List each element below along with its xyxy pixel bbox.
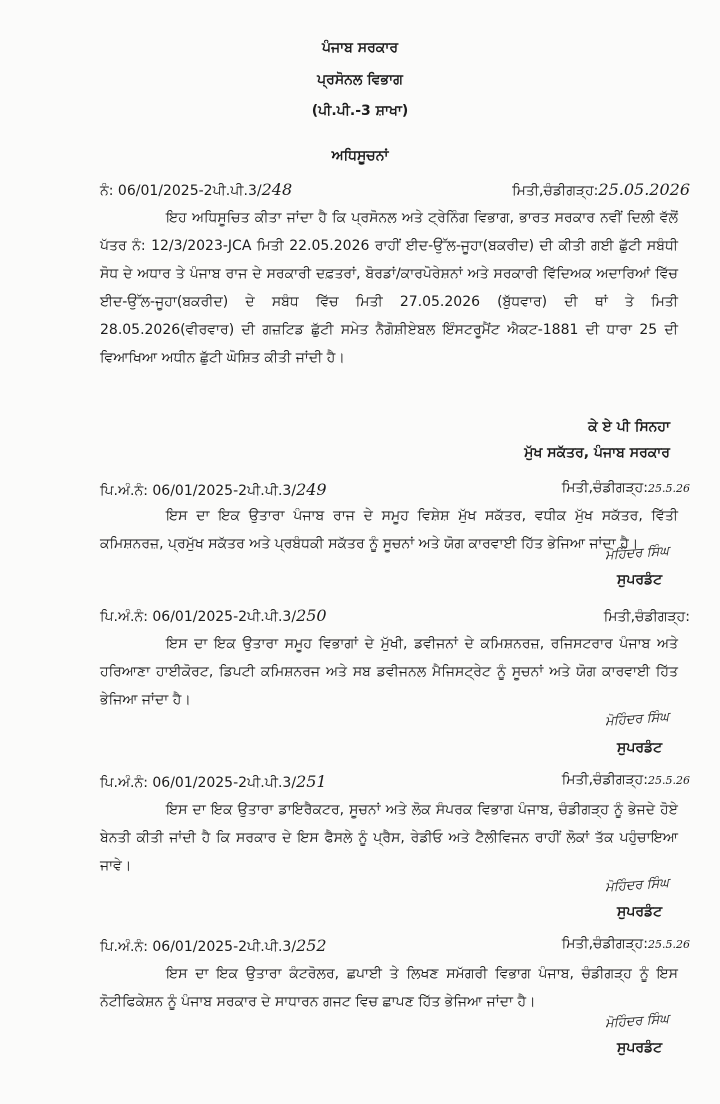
endorsement-number-prefix: ਪਿ.ਅੰ.ਨੰ: 06/01/2025-2ਪੀ.ਪੀ.3/ [100,483,297,499]
endorsement-number-handwritten: 249 [296,480,327,499]
endorsement-1-sign-title: ਸੁਪਰਡੰਟ [617,572,663,588]
endorsement-1-body [100,502,678,558]
endorsement-date-label: ਮਿਤੀ,ਚੰਡੀਗੜ੍ਹ: [561,936,648,952]
endorsement-2-body [100,630,678,714]
government-heading: ਪੰਜਾਬ ਸਰਕਾਰ [321,40,399,56]
notification-date [512,180,690,199]
endorsement-2-sign-title: ਸੁਪਰਡੰਟ [617,740,663,756]
endorsement-body-text: ਇਸ ਦਾ ਇਕ ਉਤਾਰਾ ਸਮੂਹ ਵਿਭਾਗਾਂ ਦੇ ਮੁੱਖੀ, ਡਵੀਜਨਾਂ ਦੇ ਕਮਿਸ਼ਨਰਜ਼, ਰਜਿਸਟਰਾਰ ਪੰਜਾਬ ਅਤੇ ਹਰਿਆਣਾ ਹਾਈਕੋਰਟ, ਡਿਪਟੀ ਕਮਿਸ਼ਨਰਜ ਅਤੇ ਸਬ ਡਵੀਜਨਲ ਮੈਜਿਸਟ੍ਰੇਟ ਨੂੰ ਸੂਚਨਾਂ ਅਤੇ ਯੋਗ ਕਾਰਵਾਈ ਹਿੱਤ ਭੇਜਿਆ ਜਾਂਦਾ ਹੈ। [100,636,678,708]
signatory-name: ਕੇ ਏ ਪੀ ਸਿਨਹਾ [588,419,670,435]
endorsement-date-label: ਮਿਤੀ,ਚੰਡੀਗੜ੍ਹ: [561,772,648,788]
endorsement-date-label: ਮਿਤੀ,ਚੰਡੀਗੜ੍ਹ: [561,480,648,496]
endorsement-number-prefix: ਪਿ.ਅੰ.ਨੰ: 06/01/2025-2ਪੀ.ਪੀ.3/ [100,609,297,625]
notification-body-text: ਇਹ ਅਧਿਸੂਚਿਤ ਕੀਤਾ ਜਾਂਦਾ ਹੈ ਕਿ ਪ੍ਰਸੋਨਲ ਅਤੇ ਟ੍ਰੇਨਿੰਗ ਵਿਭਾਗ, ਭਾਰਤ ਸਰਕਾਰ ਨਵੀਂ ਦਿਲੀ ਵੱਲੋਂ ਪੱਤਰ ਨੰ: 12/3/2023-JCA ਮਿਤੀ 22.05.2026 ਰਾਹੀਂ ਈਦ-ਉੱਲ-ਜੂਹਾ(ਬਕਰੀਦ) ਦੀ ਕੀਤੀ ਗਈ ਛੁੱਟੀ ਸਬੰਧੀ ਸੋਧ ਦੇ ਅਧਾਰ ਤੇ ਪੰਜਾਬ ਰਾਜ ਦੇ ਸਰਕਾਰੀ ਦਫ਼ਤਰਾਂ, ਬੋਰਡਾਂ/ਕਾਰਪੋਰੇਸ਼ਨਾਂ ਅਤੇ ਸਰਕਾਰੀ ਵਿੱਦਿਅਕ ਅਦਾਰਿਆਂ ਵਿੱਚ ਈਦ-ਉੱਲ-ਜੂਹਾ(ਬਕਰੀਦ) ਦੇ ਸਬੰਧ ਵਿੱਚ ਮਿਤੀ 27.05.2026 (ਬੁੱਧਵਾਰ) ਦੀ ਥਾਂ ਤੇ ਮਿਤੀ 28.05.2026(ਵੀਰਵਾਰ) ਦੀ ਗਜ਼ਟਿਡ ਛੁੱਟੀ ਸਮੇਤ ਨੈਗੋਸ਼ੀਏਬਲ ਇੰਸਟਰੂਮੈਂਟ ਐਕਟ-1881 ਦੀ ਧਾਰਾ 25 ਦੀ ਵਿਆਖਿਆ ਅਧੀਨ ਛੁੱਟੀ ਘੋਸ਼ਿਤ ਕੀਤੀ ਜਾਂਦੀ ਹੈ। [100,210,678,366]
notification-number-handwritten: 248 [261,180,293,199]
signatory-title: ਮੁੱਖ ਸਕੱਤਰ, ਪੰਜਾਬ ਸਰਕਾਰ [524,445,670,461]
notification-title: ਅਧਿਸੂਚਨਾਂ [331,148,389,164]
notification-date-label: ਮਿਤੀ,ਚੰਡੀਗੜ੍ਹ: [512,183,599,199]
endorsement-number-prefix: ਪਿ.ਅੰ.ਨੰ: 06/01/2025-2ਪੀ.ਪੀ.3/ [100,775,297,791]
endorsement-4-body [100,960,678,1016]
endorsement-number-handwritten: 252 [296,936,327,955]
notification-number [100,180,292,199]
endorsement-date-handwritten: 25.5.26 [648,938,690,951]
endorsement-date-handwritten: 25.5.26 [648,774,690,787]
signatory-block [524,414,670,466]
branch-heading: (ਪੀ.ਪੀ.-3 ਸ਼ਾਖਾ) [311,103,409,119]
endorsement-2-signature: ਮੋਹਿੰਦਰ ਸਿੰਘ [604,709,670,730]
endorsement-number-handwritten: 251 [296,772,327,791]
endorsement-4-sign-title: ਸੁਪਰਡੰਟ [617,1040,663,1056]
notification-number-prefix: ਨੰ: 06/01/2025-2ਪੀ.ਪੀ.3/ [100,183,262,199]
endorsement-number-prefix: ਪਿ.ਅੰ.ਨੰ: 06/01/2025-2ਪੀ.ਪੀ.3/ [100,939,297,955]
endorsement-3-body [100,796,678,880]
endorsement-1-signature: ਮੋਹਿੰਦਰ ਸਿੰਘ [604,543,670,564]
endorsement-body-text: ਇਸ ਦਾ ਇਕ ਉਤਾਰਾ ਕੰਟਰੋਲਰ, ਛਪਾਈ ਤੇ ਲਿਖਣ ਸਮੱਗਰੀ ਵਿਭਾਗ ਪੰਜਾਬ, ਚੰਡੀਗੜ੍ਹ ਨੂੰ ਇਸ ਨੋਟੀਫਿਕੇਸ਼ਨ ਨੂੰ ਪੰਜਾਬ ਸਰਕਾਰ ਦੇ ਸਾਧਾਰਨ ਗਜਟ ਵਿਚ ਛਾਪਣ ਹਿੱਤ ਭੇਜਿਆ ਜਾਂਦਾ ਹੈ। [100,966,678,1010]
endorsement-3-signature: ਮੋਹਿੰਦਰ ਸਿੰਘ [604,875,670,896]
endorsement-3-sign-title: ਸੁਪਰਡੰਟ [617,904,663,920]
department-heading: ਪ੍ਰਸੋਨਲ ਵਿਭਾਗ [317,72,403,88]
endorsement-number-handwritten: 250 [296,606,327,625]
endorsement-body-text: ਇਸ ਦਾ ਇਕ ਉਤਾਰਾ ਡਾਇਰੈਕਟਰ, ਸੂਚਨਾਂ ਅਤੇ ਲੋਕ ਸੰਪਰਕ ਵਿਭਾਗ ਪੰਜਾਬ, ਚੰਡੀਗੜ੍ਹ ਨੂੰ ਭੇਜਦੇ ਹੋਏ ਬੇਨਤੀ ਕੀਤੀ ਜਾਂਦੀ ਹੈ ਕਿ ਸਰਕਾਰ ਦੇ ਇਸ ਫੈਸਲੇ ਨੂੰ ਪ੍ਰੈਸ, ਰੇਡੀਓ ਅਤੇ ਟੈਲੀਵਿਜਨ ਰਾਹੀਂ ਲੋਕਾਂ ਤੱਕ ਪਹੁੰਚਾਇਆ ਜਾਵੇ। [100,802,678,874]
notification-body [100,204,678,372]
notification-date-handwritten: 25.05.2026 [598,180,690,199]
endorsement-body-text: ਇਸ ਦਾ ਇਕ ਉਤਾਰਾ ਪੰਜਾਬ ਰਾਜ ਦੇ ਸਮੂਹ ਵਿਸ਼ੇਸ਼ ਮੁੱਖ ਸਕੱਤਰ, ਵਧੀਕ ਮੁੱਖ ਸਕੱਤਰ, ਵਿੱਤੀ ਕਮਿਸ਼ਨਰਜ਼, ਪ੍ਰਮੁੱਖ ਸਕੱਤਰ ਅਤੇ ਪ੍ਰਬੰਧਕੀ ਸਕੱਤਰ ਨੂੰ ਸੂਚਨਾਂ ਅਤੇ ਯੋਗ ਕਾਰਵਾਈ ਹਿੱਤ ਭੇਜਿਆ ਜਾਂਦਾ ਹੈ। [100,508,678,552]
endorsement-date-handwritten: 25.5.26 [648,482,690,495]
endorsement-date-label: ਮਿਤੀ,ਚੰਡੀਗੜ੍ਹ: [603,609,690,625]
endorsement-4-signature: ਮੋਹਿੰਦਰ ਸਿੰਘ [604,1011,670,1032]
